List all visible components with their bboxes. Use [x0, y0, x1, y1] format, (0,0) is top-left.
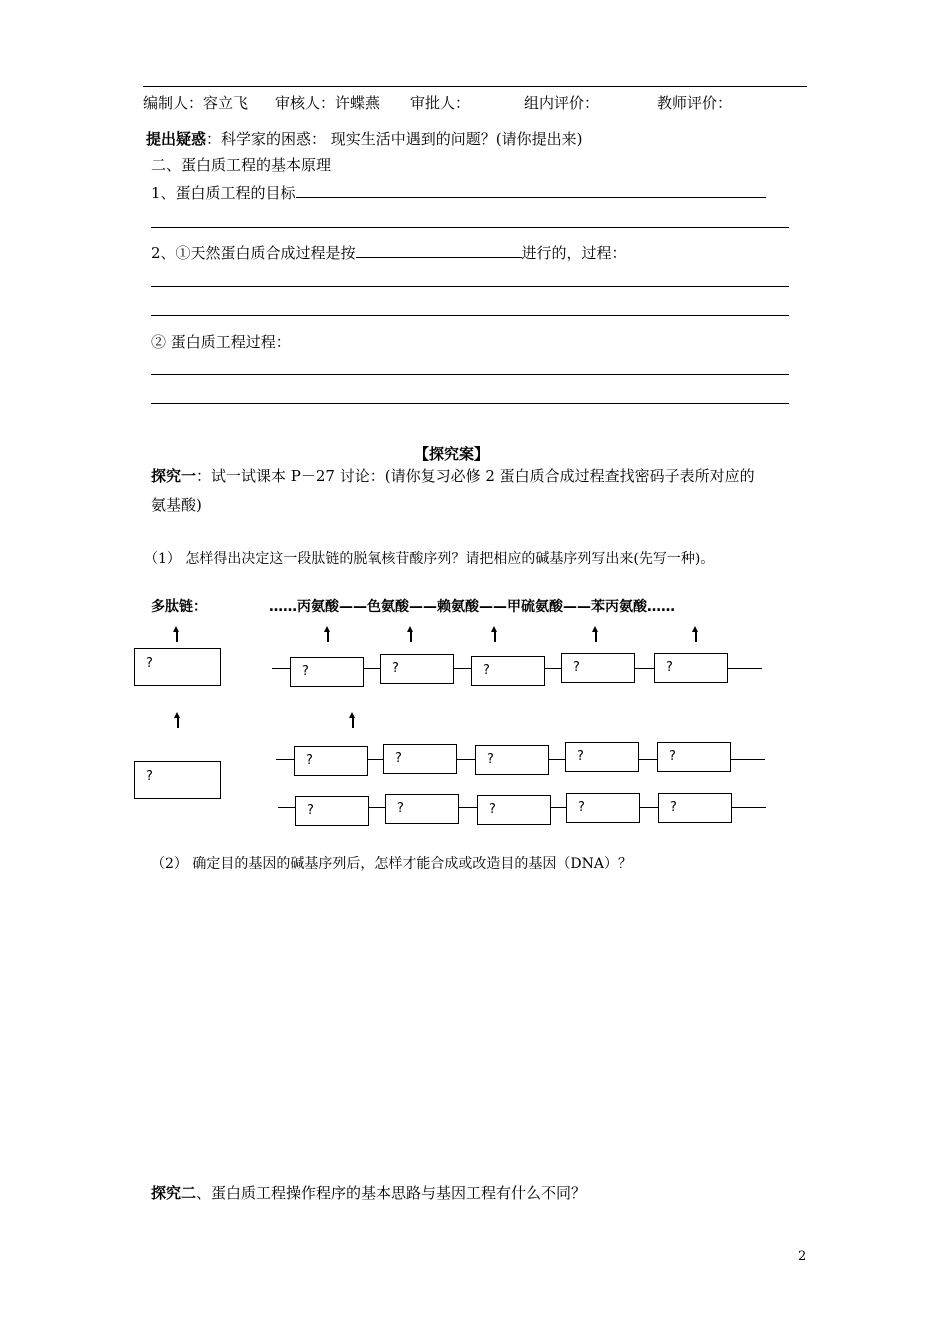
box-question-mark: ? [397, 801, 404, 816]
question-goal [151, 182, 766, 203]
doubt-line [146, 128, 583, 149]
up-arrow-icon [348, 712, 358, 728]
answer-line[interactable] [151, 403, 789, 404]
codon-box[interactable] [477, 795, 551, 825]
reviewer-label: 审核人：许蝶燕 [275, 94, 381, 112]
up-arrow-icon [172, 626, 182, 642]
explore-question-2: （2） 确定目的基因的碱基序列后，怎样才能合成或改造目的基因（DNA）？ [151, 856, 632, 872]
question-natural-synthesis [151, 242, 627, 263]
explore-one-label: 探究一 [151, 467, 197, 485]
codon-box[interactable] [295, 796, 369, 826]
up-arrow-icon [323, 626, 333, 642]
answer-box-dna[interactable] [134, 761, 221, 799]
page-number: 2 [798, 1249, 807, 1264]
box-question-mark: ? [489, 802, 496, 817]
natural-synthesis-post: 进行的，过程： [521, 244, 627, 262]
box-question-mark: ? [578, 800, 585, 815]
editor-label: 编制人：容立飞 [143, 94, 249, 112]
box-question-mark: ? [669, 749, 676, 764]
codon-box[interactable] [654, 653, 728, 683]
header-rule [143, 86, 807, 87]
up-arrow-icon [173, 712, 183, 728]
principle-heading: 二、蛋白质工程的基本原理 [151, 156, 332, 174]
answer-line[interactable] [151, 374, 789, 375]
amino-acid-chain: ……丙氨酸——色氨酸——赖氨酸——甲硫氨酸——苯丙氨酸…… [269, 599, 675, 615]
box-question-mark: ? [483, 663, 490, 678]
answer-box-mrna[interactable] [134, 648, 221, 686]
question-engineering-process: ② 蛋白质工程过程： [151, 333, 291, 351]
codon-box[interactable] [658, 793, 732, 823]
explore-one-text-cont: 氨基酸) [151, 496, 202, 514]
codon-box[interactable] [566, 793, 640, 823]
approver-label: 审批人： [410, 94, 471, 112]
codon-box[interactable] [657, 742, 731, 772]
teacher-eval-label: 教师评价： [657, 94, 733, 112]
codon-box[interactable] [383, 744, 457, 774]
question-goal-text: 1、蛋白质工程的目标 [151, 184, 296, 202]
box-question-mark: ? [146, 656, 153, 671]
box-question-mark: ? [392, 661, 399, 676]
box-question-mark: ? [487, 752, 494, 767]
doubt-text: ：科学家的困惑： 现实生活中遇到的问题？(请你提出来) [206, 130, 583, 148]
codon-box[interactable] [385, 794, 459, 824]
up-arrow-icon [490, 626, 500, 642]
group-eval-label: 组内评价： [524, 94, 600, 112]
answer-line[interactable] [151, 286, 789, 287]
codon-box[interactable] [471, 656, 545, 686]
answer-line[interactable] [151, 227, 789, 228]
box-question-mark: ? [306, 753, 313, 768]
answer-blank-goal[interactable] [296, 182, 766, 198]
box-question-mark: ? [666, 660, 673, 675]
explore-one-text: ：试一试课本 P－27 讨论：(请你复习必修 2 蛋白质合成过程查找密码子表所对应的 [196, 467, 755, 485]
box-question-mark: ? [146, 769, 153, 784]
box-question-mark: ? [307, 803, 314, 818]
codon-box[interactable] [475, 745, 549, 775]
explore-one-line [151, 465, 755, 486]
explore-title: 【探究案】 [414, 445, 490, 463]
natural-synthesis-pre: 2、①天然蛋白质合成过程是按 [151, 244, 356, 262]
doubt-label: 提出疑惑 [146, 130, 207, 148]
explore-two-text: 、蛋白质工程操作程序的基本思路与基因工程有什么不同？ [196, 1184, 587, 1202]
up-arrow-icon [591, 626, 601, 642]
box-question-mark: ? [670, 800, 677, 815]
box-question-mark: ? [573, 660, 580, 675]
codon-box[interactable] [561, 653, 635, 683]
explore-question-1: （1） 怎样得出决定这一段肽链的脱氧核苷酸序列？请把相应的碱基序列写出来(先写一种)。 [144, 551, 715, 567]
explore-two-line [151, 1182, 586, 1203]
codon-box[interactable] [290, 657, 364, 687]
box-question-mark: ? [302, 664, 309, 679]
codon-box[interactable] [294, 746, 368, 776]
explore-two-label: 探究二 [151, 1184, 197, 1202]
polypeptide-label: 多肽链： [151, 599, 207, 615]
answer-line[interactable] [151, 315, 789, 316]
answer-blank-basis[interactable] [356, 242, 522, 258]
up-arrow-icon [691, 626, 701, 642]
codon-box[interactable] [565, 742, 639, 772]
box-question-mark: ? [395, 751, 402, 766]
box-question-mark: ? [577, 749, 584, 764]
codon-box[interactable] [380, 654, 454, 684]
up-arrow-icon [406, 626, 416, 642]
